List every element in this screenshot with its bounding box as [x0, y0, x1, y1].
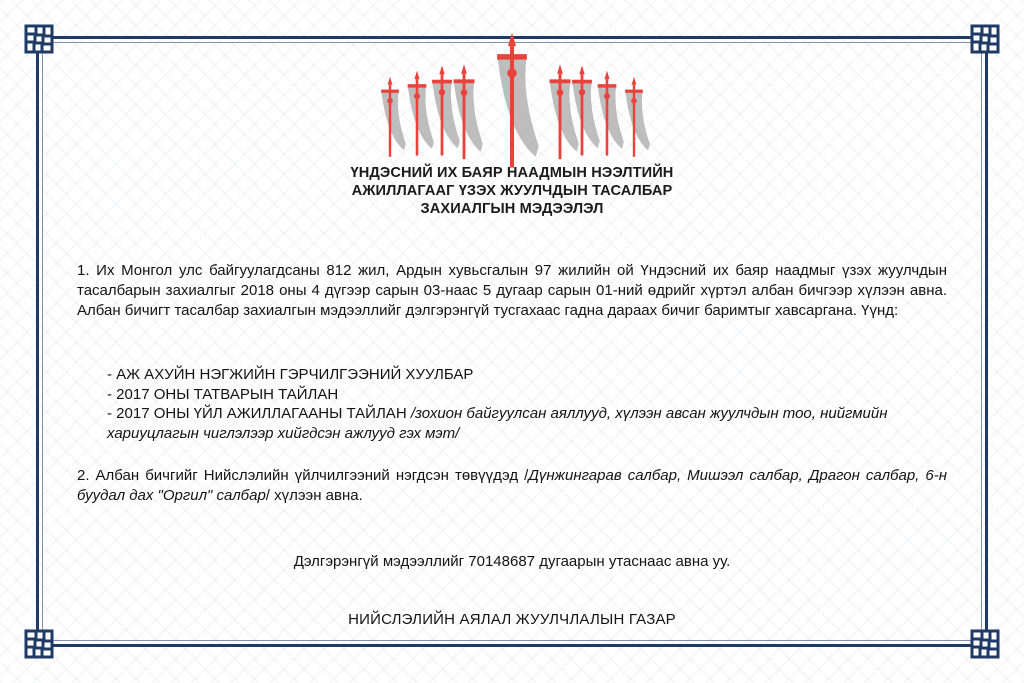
paragraph-2-suffix: / хүлээн авна.	[265, 487, 363, 504]
paragraph-2-prefix: 2. Албан бичгийг Нийслэлийн үйлчилгээний нэгдсэн төвүүдэд /	[77, 467, 529, 484]
page-title	[262, 164, 762, 218]
mongolian-knot-corner-icon	[968, 22, 1002, 56]
document-list	[107, 365, 937, 443]
mongolian-knot-corner-icon	[22, 22, 56, 56]
title-line-1: ҮНДЭСНИЙ ИХ БАЯР НААДМЫН НЭЭЛТИЙН	[350, 165, 674, 181]
mongolian-knot-corner-icon	[968, 627, 1002, 661]
title-line-2: АЖИЛЛАГААГ ҮЗЭХ ЖУУЛЧДЫН ТАСАЛБАР	[351, 183, 673, 199]
paragraph-2	[77, 466, 947, 506]
paragraph-1: 1. Их Монгол улс байгуулагдсаны 812 жил, Ардын хувьсгалын 97 жилийн ой Үндэсний их баяр наадмыг үзэх жуулчдын тасалбарын захиалгыг 2018 оны 4 дүгээр сарын 03-наас 5 дугаар сарын 01-ний өдрийг хүртэл албан бичгээр хүлээн авна. Албан бичигт тасалбар захиалгын мэдээллийг дэлгэрэнгүй тусгахаас гадна дараах бичиг баримтыг хавсаргана. Үүнд:	[77, 262, 947, 319]
nine-white-banners-icon	[362, 24, 662, 172]
list-item: - 2017 ОНЫ ТАТВАРЫН ТАЙЛАН	[107, 385, 339, 403]
signature-organization: НИЙСЛЭЛИЙН АЯЛАЛ ЖУУЛЧЛАЛЫН ГАЗАР	[348, 611, 676, 628]
list-item-note: /зохион байгуулсан аяллууд, хүлээн авсан жуулчдын тоо, нийгмийн хариуцлагын чиглэлээр хийгдсэн ажлууд гэх мэт/	[107, 405, 888, 442]
list-item-main: - 2017 ОНЫ ҮЙЛ АЖИЛЛАГААНЫ ТАЙЛАН	[107, 405, 411, 423]
list-item: - АЖ АХУЙН НЭГЖИЙН ГЭРЧИЛГЭЭНИЙ ХУУЛБАР	[107, 366, 474, 383]
contact-info: Дэлгэрэнгүй мэдээллийг 70148687 дугаарын утаснаас авна уу.	[293, 553, 731, 570]
mongolian-knot-corner-icon	[22, 627, 56, 661]
paragraph-2-places: Дүнжингарав салбар, Мишээл салбар, Драгон салбар, 6-н буудал дах "Оргил" салбар	[77, 467, 947, 504]
list-item	[107, 404, 937, 443]
title-line-3: ЗАХИАЛГЫН МЭДЭЭЛЭЛ	[420, 201, 604, 217]
